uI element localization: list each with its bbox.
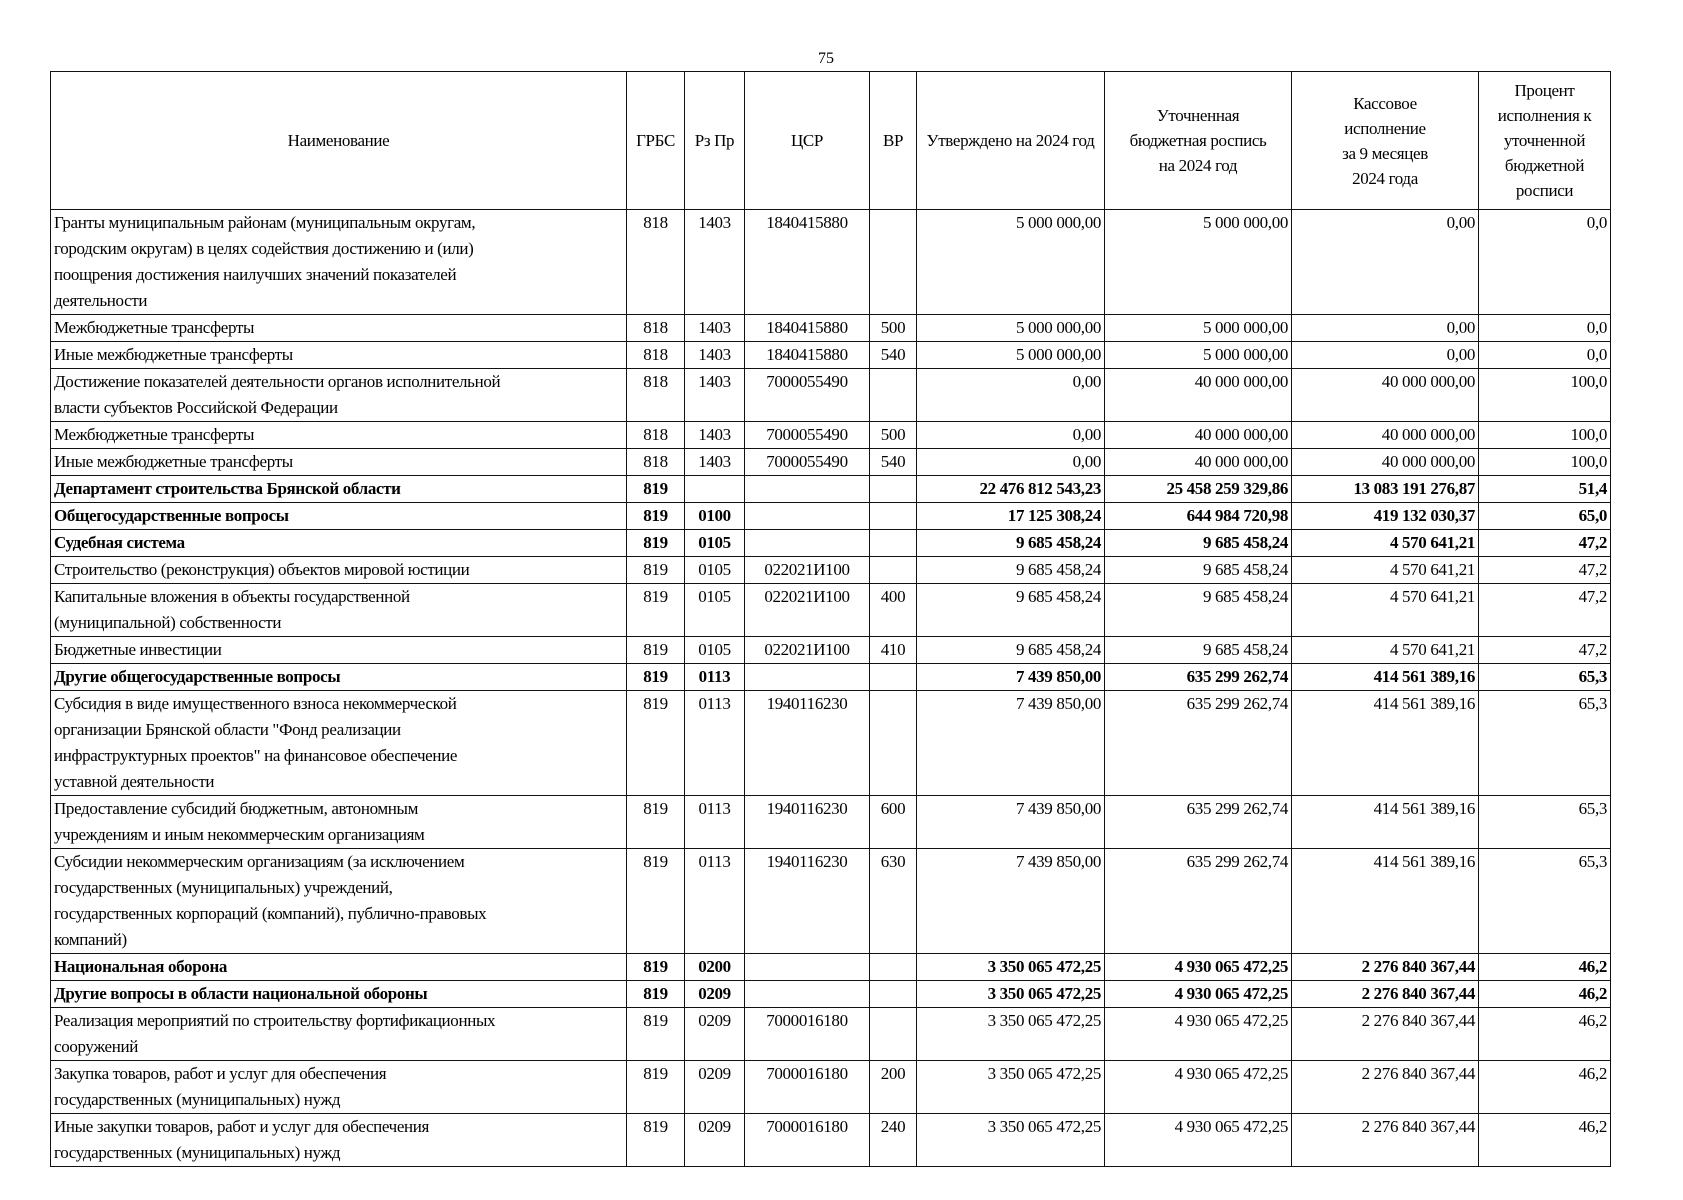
cell-approved: 3 350 065 472,25 [917, 1061, 1105, 1114]
cell-rzpr: 0209 [685, 1114, 745, 1167]
cell-approved: 7 439 850,00 [917, 691, 1105, 796]
cell-executed: 2 276 840 367,44 [1292, 954, 1479, 981]
table-row [51, 422, 1611, 449]
cell-name: Иные межбюджетные трансферты [51, 449, 627, 476]
cell-csr: 1840415880 [745, 342, 870, 369]
cell-name: Национальная оборона [51, 954, 627, 981]
cell-name: Межбюджетные трансферты [51, 315, 627, 342]
cell-refined: 635 299 262,74 [1105, 664, 1292, 691]
cell-approved: 5 000 000,00 [917, 342, 1105, 369]
cell-name: Гранты муниципальным районам (муниципальным округам, городским округам) в целях содействия достижению и (или) поощрения достижения наилучших значений показателей деятельности [51, 210, 627, 315]
cell-vr [870, 981, 917, 1008]
cell-refined: 4 930 065 472,25 [1105, 1008, 1292, 1061]
cell-percent: 65,0 [1479, 503, 1611, 530]
cell-grbs: 819 [627, 981, 685, 1008]
cell-csr: 022021И100 [745, 557, 870, 584]
cell-grbs: 819 [627, 476, 685, 503]
table-row [51, 637, 1611, 664]
table-row [51, 954, 1611, 981]
cell-percent: 100,0 [1479, 369, 1611, 422]
cell-vr: 400 [870, 584, 917, 637]
cell-executed: 0,00 [1292, 342, 1479, 369]
cell-percent: 47,2 [1479, 584, 1611, 637]
table-row [51, 449, 1611, 476]
header-percent: Процент исполнения к уточненной бюджетной росписи [1479, 72, 1611, 210]
cell-rzpr: 0105 [685, 637, 745, 664]
cell-grbs: 819 [627, 1061, 685, 1114]
table-row [51, 981, 1611, 1008]
cell-name: Иные закупки товаров, работ и услуг для обеспечения государственных (муниципальных) нужд [51, 1114, 627, 1167]
header-name: Наименование [51, 72, 627, 210]
table-row [51, 849, 1611, 954]
cell-csr: 7000055490 [745, 369, 870, 422]
cell-rzpr: 1403 [685, 315, 745, 342]
cell-percent: 100,0 [1479, 449, 1611, 476]
cell-executed: 40 000 000,00 [1292, 449, 1479, 476]
cell-csr: 1840415880 [745, 210, 870, 315]
cell-vr: 200 [870, 1061, 917, 1114]
cell-grbs: 819 [627, 1008, 685, 1061]
cell-refined: 5 000 000,00 [1105, 210, 1292, 315]
cell-csr: 1940116230 [745, 691, 870, 796]
cell-rzpr: 1403 [685, 342, 745, 369]
cell-refined: 4 930 065 472,25 [1105, 1061, 1292, 1114]
cell-rzpr: 0113 [685, 691, 745, 796]
cell-approved: 0,00 [917, 449, 1105, 476]
cell-grbs: 819 [627, 557, 685, 584]
cell-grbs: 819 [627, 691, 685, 796]
cell-refined: 4 930 065 472,25 [1105, 981, 1292, 1008]
cell-rzpr: 1403 [685, 422, 745, 449]
cell-vr: 500 [870, 315, 917, 342]
cell-csr: 7000055490 [745, 422, 870, 449]
cell-csr [745, 664, 870, 691]
cell-refined: 25 458 259 329,86 [1105, 476, 1292, 503]
cell-refined: 9 685 458,24 [1105, 557, 1292, 584]
cell-rzpr: 0100 [685, 503, 745, 530]
cell-rzpr: 0105 [685, 584, 745, 637]
cell-name: Другие общегосударственные вопросы [51, 664, 627, 691]
cell-vr: 540 [870, 449, 917, 476]
table-row [51, 315, 1611, 342]
cell-grbs: 818 [627, 369, 685, 422]
cell-csr: 7000016180 [745, 1008, 870, 1061]
table-row [51, 1061, 1611, 1114]
cell-csr [745, 954, 870, 981]
header-rzpr: Рз Пр [685, 72, 745, 210]
cell-executed: 414 561 389,16 [1292, 691, 1479, 796]
table-row [51, 369, 1611, 422]
cell-name: Капитальные вложения в объекты государственной (муниципальной) собственности [51, 584, 627, 637]
cell-rzpr: 1403 [685, 369, 745, 422]
cell-refined: 635 299 262,74 [1105, 796, 1292, 849]
cell-grbs: 818 [627, 210, 685, 315]
cell-name: Другие вопросы в области национальной обороны [51, 981, 627, 1008]
cell-grbs: 819 [627, 503, 685, 530]
cell-csr: 022021И100 [745, 637, 870, 664]
cell-grbs: 819 [627, 954, 685, 981]
cell-csr: 7000055490 [745, 449, 870, 476]
cell-vr: 600 [870, 796, 917, 849]
cell-grbs: 818 [627, 342, 685, 369]
cell-approved: 5 000 000,00 [917, 210, 1105, 315]
header-refined: Уточненная бюджетная роспись на 2024 год [1105, 72, 1292, 210]
cell-refined: 9 685 458,24 [1105, 637, 1292, 664]
cell-rzpr: 1403 [685, 210, 745, 315]
table-row [51, 342, 1611, 369]
cell-executed: 2 276 840 367,44 [1292, 981, 1479, 1008]
table-row [51, 530, 1611, 557]
cell-rzpr: 0200 [685, 954, 745, 981]
cell-executed: 4 570 641,21 [1292, 530, 1479, 557]
cell-name: Реализация мероприятий по строительству фортификационных сооружений [51, 1008, 627, 1061]
cell-vr [870, 954, 917, 981]
cell-rzpr: 0209 [685, 1061, 745, 1114]
table-row [51, 1008, 1611, 1061]
cell-executed: 414 561 389,16 [1292, 796, 1479, 849]
cell-approved: 3 350 065 472,25 [917, 1008, 1105, 1061]
header-vr: ВР [870, 72, 917, 210]
cell-approved: 7 439 850,00 [917, 664, 1105, 691]
cell-refined: 635 299 262,74 [1105, 849, 1292, 954]
cell-vr [870, 369, 917, 422]
cell-percent: 46,2 [1479, 954, 1611, 981]
cell-executed: 40 000 000,00 [1292, 422, 1479, 449]
cell-name: Достижение показателей деятельности органов исполнительной власти субъектов Российской Федерации [51, 369, 627, 422]
cell-percent: 46,2 [1479, 1008, 1611, 1061]
cell-percent: 65,3 [1479, 664, 1611, 691]
table-row [51, 691, 1611, 796]
cell-percent: 100,0 [1479, 422, 1611, 449]
cell-percent: 47,2 [1479, 637, 1611, 664]
cell-name: Иные межбюджетные трансферты [51, 342, 627, 369]
cell-percent: 47,2 [1479, 557, 1611, 584]
table-row [51, 557, 1611, 584]
cell-grbs: 818 [627, 422, 685, 449]
cell-name: Бюджетные инвестиции [51, 637, 627, 664]
cell-vr [870, 1008, 917, 1061]
cell-rzpr: 0113 [685, 664, 745, 691]
cell-refined: 5 000 000,00 [1105, 342, 1292, 369]
cell-name: Субсидии некоммерческим организациям (за исключением государственных (муниципальных) учреждений, государственных корпораций (компаний), публично-правовых компаний) [51, 849, 627, 954]
cell-grbs: 818 [627, 315, 685, 342]
cell-rzpr: 0209 [685, 981, 745, 1008]
cell-refined: 5 000 000,00 [1105, 315, 1292, 342]
cell-executed: 414 561 389,16 [1292, 849, 1479, 954]
cell-vr [870, 210, 917, 315]
cell-executed: 0,00 [1292, 315, 1479, 342]
cell-vr [870, 503, 917, 530]
cell-refined: 4 930 065 472,25 [1105, 954, 1292, 981]
cell-csr: 1840415880 [745, 315, 870, 342]
cell-executed: 4 570 641,21 [1292, 557, 1479, 584]
cell-vr: 540 [870, 342, 917, 369]
cell-vr: 410 [870, 637, 917, 664]
cell-vr [870, 557, 917, 584]
cell-percent: 46,2 [1479, 1061, 1611, 1114]
cell-grbs: 819 [627, 796, 685, 849]
table-row [51, 584, 1611, 637]
cell-vr: 240 [870, 1114, 917, 1167]
cell-approved: 17 125 308,24 [917, 503, 1105, 530]
cell-grbs: 819 [627, 530, 685, 557]
cell-percent: 65,3 [1479, 691, 1611, 796]
cell-approved: 3 350 065 472,25 [917, 1114, 1105, 1167]
cell-refined: 635 299 262,74 [1105, 691, 1292, 796]
cell-vr [870, 476, 917, 503]
cell-approved: 22 476 812 543,23 [917, 476, 1105, 503]
cell-rzpr: 1403 [685, 449, 745, 476]
cell-refined: 40 000 000,00 [1105, 449, 1292, 476]
cell-csr: 1940116230 [745, 796, 870, 849]
cell-percent: 0,0 [1479, 342, 1611, 369]
table-row [51, 210, 1611, 315]
cell-csr: 7000016180 [745, 1061, 870, 1114]
cell-percent: 65,3 [1479, 849, 1611, 954]
cell-approved: 9 685 458,24 [917, 584, 1105, 637]
cell-refined: 4 930 065 472,25 [1105, 1114, 1292, 1167]
cell-approved: 0,00 [917, 369, 1105, 422]
cell-name: Департамент строительства Брянской области [51, 476, 627, 503]
cell-csr [745, 981, 870, 1008]
cell-executed: 2 276 840 367,44 [1292, 1008, 1479, 1061]
cell-vr [870, 530, 917, 557]
cell-name: Субсидия в виде имущественного взноса некоммерческой организации Брянской области "Фонд реализации инфраструктурных проектов" на финансовое обеспечение уставной деятельности [51, 691, 627, 796]
cell-executed: 40 000 000,00 [1292, 369, 1479, 422]
cell-executed: 13 083 191 276,87 [1292, 476, 1479, 503]
cell-executed: 419 132 030,37 [1292, 503, 1479, 530]
cell-approved: 9 685 458,24 [917, 557, 1105, 584]
cell-csr: 022021И100 [745, 584, 870, 637]
cell-refined: 9 685 458,24 [1105, 530, 1292, 557]
cell-executed: 0,00 [1292, 210, 1479, 315]
cell-percent: 65,3 [1479, 796, 1611, 849]
cell-percent: 47,2 [1479, 530, 1611, 557]
cell-percent: 0,0 [1479, 210, 1611, 315]
header-executed: Кассовое исполнение за 9 месяцев 2024 года [1292, 72, 1479, 210]
cell-executed: 4 570 641,21 [1292, 584, 1479, 637]
table-row [51, 796, 1611, 849]
cell-approved: 5 000 000,00 [917, 315, 1105, 342]
cell-approved: 9 685 458,24 [917, 637, 1105, 664]
cell-rzpr: 0113 [685, 849, 745, 954]
table-row [51, 664, 1611, 691]
cell-approved: 0,00 [917, 422, 1105, 449]
cell-percent: 46,2 [1479, 1114, 1611, 1167]
cell-grbs: 818 [627, 449, 685, 476]
cell-csr: 7000016180 [745, 1114, 870, 1167]
cell-refined: 40 000 000,00 [1105, 369, 1292, 422]
cell-grbs: 819 [627, 849, 685, 954]
cell-name: Межбюджетные трансферты [51, 422, 627, 449]
cell-name: Судебная система [51, 530, 627, 557]
cell-executed: 414 561 389,16 [1292, 664, 1479, 691]
table-row [51, 503, 1611, 530]
cell-rzpr: 0105 [685, 557, 745, 584]
header-approved: Утверждено на 2024 год [917, 72, 1105, 210]
cell-approved: 9 685 458,24 [917, 530, 1105, 557]
cell-name: Закупка товаров, работ и услуг для обеспечения государственных (муниципальных) нужд [51, 1061, 627, 1114]
cell-approved: 7 439 850,00 [917, 796, 1105, 849]
cell-percent: 46,2 [1479, 981, 1611, 1008]
cell-refined: 644 984 720,98 [1105, 503, 1292, 530]
header-csr: ЦСР [745, 72, 870, 210]
cell-refined: 9 685 458,24 [1105, 584, 1292, 637]
header-grbs: ГРБС [627, 72, 685, 210]
cell-csr [745, 476, 870, 503]
budget-table [50, 71, 1611, 1167]
cell-rzpr [685, 476, 745, 503]
cell-rzpr: 0105 [685, 530, 745, 557]
header-row [51, 72, 1611, 210]
cell-percent: 51,4 [1479, 476, 1611, 503]
cell-grbs: 819 [627, 637, 685, 664]
cell-vr [870, 691, 917, 796]
table-row [51, 476, 1611, 503]
cell-vr: 500 [870, 422, 917, 449]
cell-refined: 40 000 000,00 [1105, 422, 1292, 449]
cell-name: Строительство (реконструкция) объектов мировой юстиции [51, 557, 627, 584]
cell-vr [870, 664, 917, 691]
cell-grbs: 819 [627, 1114, 685, 1167]
cell-csr: 1940116230 [745, 849, 870, 954]
cell-name: Предоставление субсидий бюджетным, автономным учреждениям и иным некоммерческим организациям [51, 796, 627, 849]
cell-executed: 2 276 840 367,44 [1292, 1114, 1479, 1167]
cell-csr [745, 530, 870, 557]
table-row [51, 1114, 1611, 1167]
cell-percent: 0,0 [1479, 315, 1611, 342]
cell-executed: 2 276 840 367,44 [1292, 1061, 1479, 1114]
cell-approved: 3 350 065 472,25 [917, 981, 1105, 1008]
cell-rzpr: 0209 [685, 1008, 745, 1061]
cell-executed: 4 570 641,21 [1292, 637, 1479, 664]
cell-name: Общегосударственные вопросы [51, 503, 627, 530]
cell-grbs: 819 [627, 584, 685, 637]
cell-rzpr: 0113 [685, 796, 745, 849]
cell-approved: 3 350 065 472,25 [917, 954, 1105, 981]
cell-grbs: 819 [627, 664, 685, 691]
cell-vr: 630 [870, 849, 917, 954]
page-number: 75 [818, 50, 834, 67]
cell-csr [745, 503, 870, 530]
cell-approved: 7 439 850,00 [917, 849, 1105, 954]
